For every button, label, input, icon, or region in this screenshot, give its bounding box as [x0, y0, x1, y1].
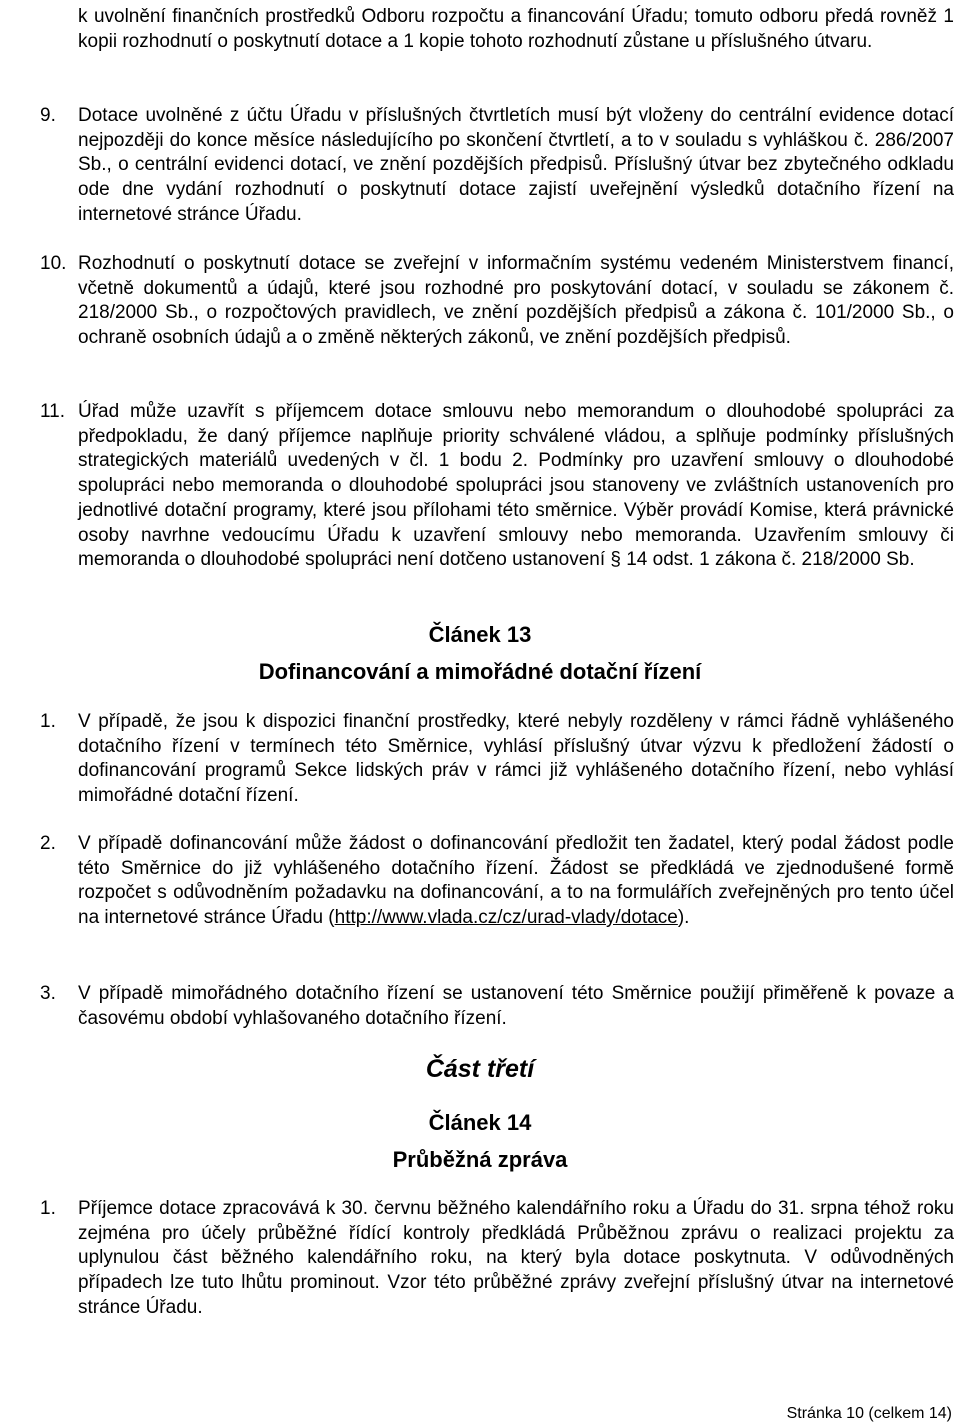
item-text: Příjemce dotace zpracovává k 30. červnu běžného kalendářního roku a Úřadu do 31. srpna téhož roku zejména pro účely průběžné řídící kontroly předkládá Průběžnou zprávu o realizaci projektu za uplynulou část běžného kalendářního roku, na který byla dotace poskytnuta. V odůvodněných případech lze tuto lhůtu prominout. Vzor této průběžné zprávy zveřejní příslušný útvar na internetové stránce Úřadu.	[78, 1198, 954, 1318]
item-number: 11.	[40, 401, 66, 422]
item-text-before: V případě dofinancování může žádost o dofinancování předložit ten žadatel, který podal žádost podle této Směrnice do již vyhlášeného dotačního řízení. Žádost se předkládá ve zjednodušené formě rozpočet s odůvodněním požadavku na dofinancování, a to na formulářích zveřejněných pro tento účel na internetové stránce Úřadu (	[78, 833, 954, 929]
item-number: 1.	[40, 1198, 56, 1219]
article-13-subtitle: Dofinancování a mimořádné dotační řízení	[258, 659, 702, 684]
item-text: Úřad může uzavřít s příjemcem dotace smlouvu nebo memorandum o dlouhodobé spolupráci za předpokladu, že daný příjemce naplňuje priority schválené vládou, a splňuje podmínky příslušných strategických materiálů uvedených v čl. 1 bodu 2. Podmínky pro uzavření smlouvy o dlouhodobé spolupráci nebo memoranda o dlouhodobé spolupráci jsou stanoveny ve zvláštních ustanoveních pro jednotlivé dotační programy, které jsou přílohami této směrnice. Výběr provádí Komise, která právnické osoby navrhne vedoucímu Úřadu k uzavření smlouvy nebo memoranda. Uzavřením smlouvy či memoranda o dlouhodobé spolupráci není dotčeno ustanovení § 14 odst. 1 zákona č. 218/2000 Sb.	[78, 401, 954, 571]
item-number: 1.	[40, 711, 56, 732]
item-text: Rozhodnutí o poskytnutí dotace se zveřejní v informačním systému vedeném Ministerstvem financí, včetně dokumentů a údajů, které jsou rozhodné pro poskytování dotací, v souladu se zákonem č. 218/2000 Sb., o rozpočtových pravidlech, ve znění pozdějších předpisů a zákona č. 101/2000 Sb., o ochraně osobních údajů a o změně některých zákonů, ve znění pozdějších předpisů.	[78, 253, 954, 349]
article-14-subtitle: Průběžná zpráva	[392, 1147, 568, 1172]
dotace-link[interactable]: http://www.vlada.cz/cz/urad-vlady/dotace	[334, 907, 678, 929]
item-number: 10.	[40, 253, 67, 274]
part-three-title: Část třetí	[425, 1055, 535, 1083]
article-13-title: Článek 13	[428, 622, 532, 647]
continued-paragraph: k uvolnění finančních prostředků Odboru rozpočtu a financování Úřadu; tomuto odboru předá rovněž 1 kopii rozhodnutí o poskytnutí dotace a 1 kopie tohoto rozhodnutí zůstane u příslušného útvaru.	[78, 6, 954, 52]
item-text: V případě mimořádného dotačního řízení se ustanovení této Směrnice použijí přiměřeně k povaze a časovému období vyhlašovaného dotačního řízení.	[78, 983, 954, 1029]
item-text-after: ).	[677, 907, 690, 929]
item-text: Dotace uvolněné z účtu Úřadu v příslušných čtvrtletích musí být vloženy do centrální evidence dotací nejpozději do konce měsíce následujícího po skončení čtvrtletí, a to v souladu s vyhláškou č. 286/2007 Sb., o centrální evidenci dotací, ve znění pozdějších předpisů. Příslušný útvar bez zbytečného odkladu ode dne vydání rozhodnutí o poskytnutí dotace zajistí uveřejnění výsledků dotačního řízení na internetové stránce Úřadu.	[78, 105, 954, 225]
item-number: 3.	[40, 983, 56, 1004]
item-number: 2.	[40, 833, 56, 854]
item-text	[78, 832, 954, 931]
item-text: V případě, že jsou k dispozici finanční prostředky, které nebyly rozděleny v rámci řádně vyhlášeného dotačního řízení v termínech této Směrnice, vyhlásí příslušný útvar výzvu k předložení žádostí o dofinancování programů Sekce lidských práv v rámci již vyhlášeného dotačního řízení, nebo vyhlásí mimořádné dotační řízení.	[78, 711, 954, 807]
item-number: 9.	[40, 105, 56, 126]
page-number-footer: Stránka 10 (celkem 14)	[786, 1405, 952, 1422]
article-14-title: Článek 14	[428, 1110, 532, 1135]
